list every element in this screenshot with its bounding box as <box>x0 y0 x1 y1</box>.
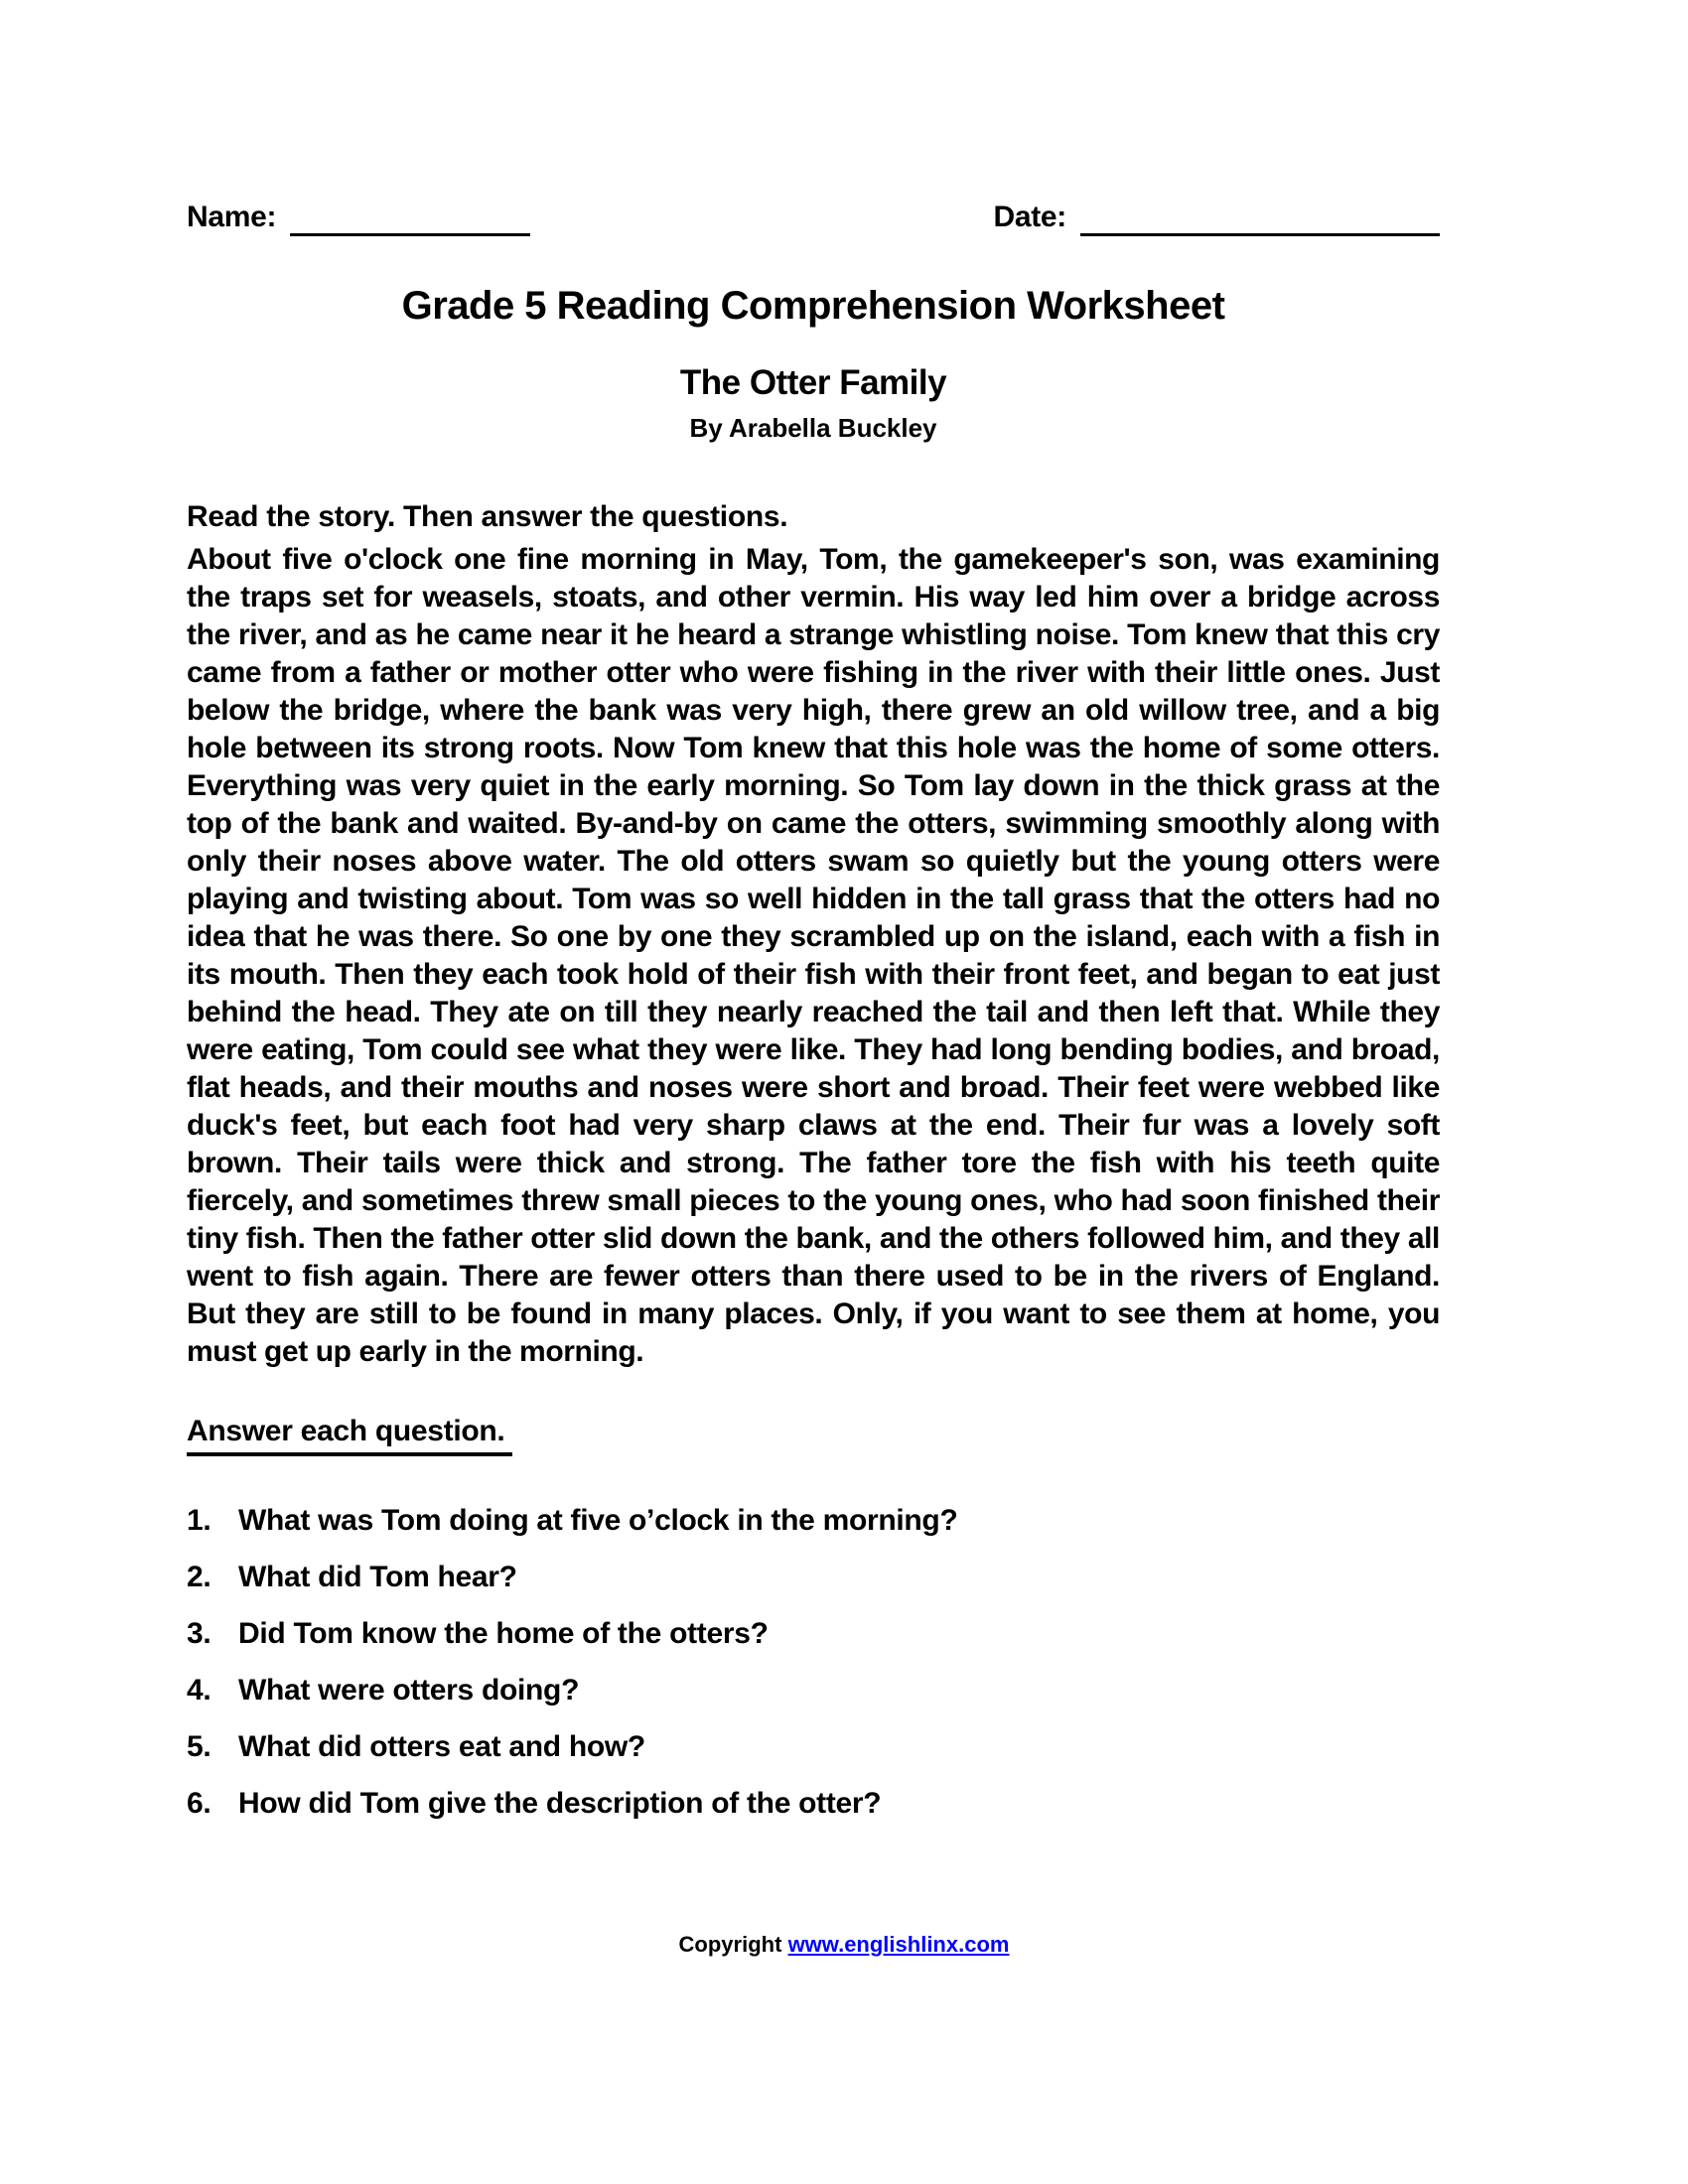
question-item-2 <box>187 1559 1440 1596</box>
name-blank-line[interactable] <box>290 206 530 236</box>
question-item-5 <box>187 1728 1440 1766</box>
question-text: How did Tom give the description of the otter? <box>238 1787 882 1820</box>
question-text: Did Tom know the home of the otters? <box>238 1617 769 1650</box>
question-item-6 <box>187 1785 1440 1823</box>
question-number: 2. <box>187 1561 211 1593</box>
story-byline: By Arabella Buckley <box>689 413 937 443</box>
question-text: What did otters eat and how? <box>238 1730 645 1763</box>
question-number: 5. <box>187 1730 211 1763</box>
name-date-row <box>187 199 1440 236</box>
questions-list <box>187 1502 1440 1823</box>
story-paragraph: About five o'clock one fine morning in May, Tom, the gamekeeper's son, was examining the traps set for weasels, stoats, and other vermin. His way led him over a bridge across the river, and as he came near it he heard a strange whistling noise. Tom knew that this cry came from a father or mother otter who were fishing in the river with their little ones. Just below the bridge, where the bank was very high, there grew an old willow tree, and a big hole between its strong roots. Now Tom knew that this hole was the home of some otters. Everything was very quiet in the early morning. So Tom lay down in the thick grass at the top of the bank and waited. By-and-by on came the otters, swimming smoothly along with only their noses above water. The old otters swam so quietly but the young otters were playing and twisting about. Tom was so well hidden in the tall grass that the otters had no idea that he was there. So one by one they scrambled up on the island, each with a fish in its mouth. Then they each took hold of their fish with their front feet, and began to eat just behind the head. They ate on till they nearly reached the tail and then left that. While they were eating, Tom could see what they were like. They had long bending bodies, and broad, flat heads, and their mouths and noses were short and broad. Their feet were webbed like duck's feet, but each foot had very sharp claws at the end. Their fur was a lovely soft brown. Their tails were thick and strong. The father tore the fish with his teeth quite fiercely, and sometimes threw small pieces to the young ones, who had soon finished their tiny fish. Then the father otter slid down the bank, and the others followed him, and they all went to fish again. There are fewer otters than there used to be in the rivers of England. But they are still to be found in many places. Only, if you want to see them at home, you must get up early in the morning. <box>187 543 1440 1368</box>
question-item-4 <box>187 1672 1440 1709</box>
worksheet-title: Grade 5 Reading Comprehension Worksheet <box>401 284 1225 328</box>
copyright-footer <box>0 1932 1688 1958</box>
worksheet-content <box>187 0 1440 1823</box>
question-number: 1. <box>187 1504 211 1537</box>
question-number: 3. <box>187 1617 211 1650</box>
name-field-group <box>187 199 530 236</box>
date-blank-line[interactable] <box>1080 206 1440 236</box>
copyright-link[interactable]: www.englishlinx.com <box>787 1932 1010 1957</box>
question-number: 6. <box>187 1787 211 1820</box>
name-label: Name: <box>187 201 277 233</box>
questions-heading: Answer each question. <box>187 1413 512 1456</box>
question-text: What did Tom hear? <box>238 1561 517 1593</box>
question-item-1 <box>187 1502 1440 1540</box>
date-field-group <box>993 199 1440 236</box>
questions-heading-wrap <box>187 1413 1440 1456</box>
question-number: 4. <box>187 1674 211 1706</box>
instruction-text: Read the story. Then answer the questions. <box>187 500 788 533</box>
copyright-label: Copyright <box>678 1932 782 1957</box>
date-label: Date: <box>993 201 1066 233</box>
story-title: The Otter Family <box>679 363 947 402</box>
question-text: What was Tom doing at five o’clock in the morning? <box>238 1504 958 1537</box>
question-item-3 <box>187 1615 1440 1653</box>
question-text: What were otters doing? <box>238 1674 580 1706</box>
